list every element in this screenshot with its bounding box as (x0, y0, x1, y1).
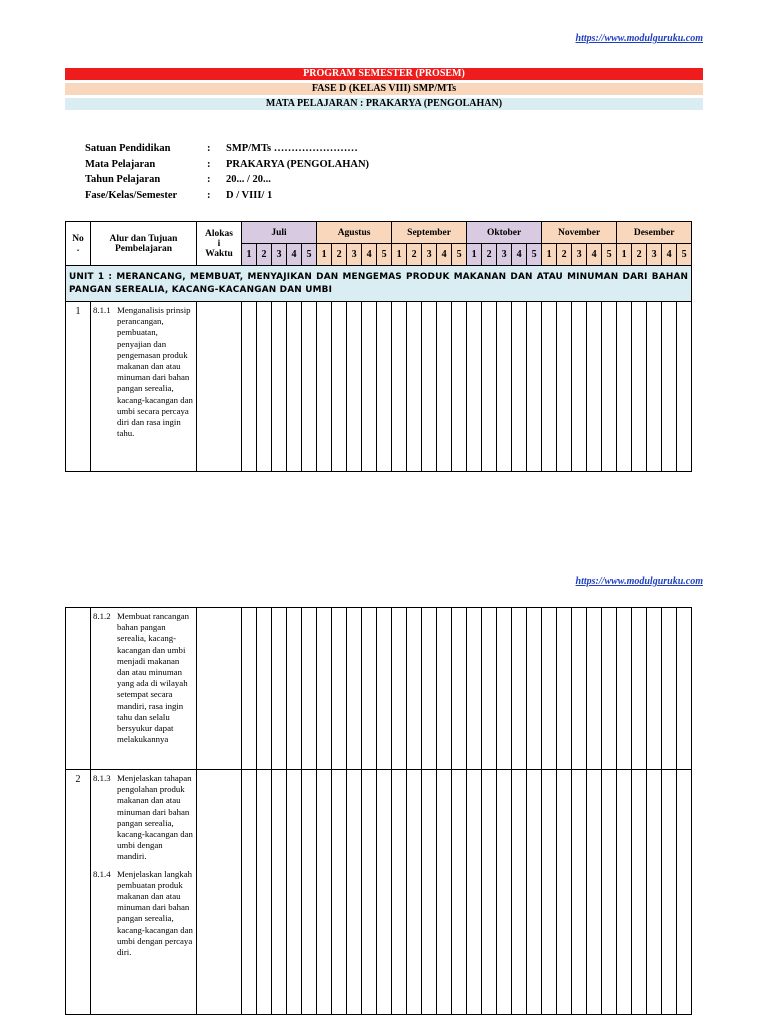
week-cell[interactable] (287, 608, 302, 770)
week-cell[interactable] (332, 608, 347, 770)
week-header: 4 (512, 244, 527, 266)
week-cell[interactable] (422, 302, 437, 472)
col-header-no: No . (66, 222, 91, 266)
week-cell[interactable] (632, 770, 647, 1015)
month-header: November (542, 222, 617, 244)
week-cell[interactable] (392, 608, 407, 770)
week-header: 5 (677, 244, 692, 266)
week-header: 5 (527, 244, 542, 266)
week-cell[interactable] (647, 770, 662, 1015)
week-cell[interactable] (587, 302, 602, 472)
week-cell[interactable] (257, 770, 272, 1015)
info-colon: : (207, 158, 211, 170)
prosem-table (65, 221, 692, 472)
week-header: 2 (557, 244, 572, 266)
week-cell[interactable] (482, 770, 497, 1015)
info-colon: : (207, 190, 211, 202)
week-cell[interactable] (272, 608, 287, 770)
week-header: 5 (377, 244, 392, 266)
week-cell[interactable] (452, 302, 467, 472)
week-cell[interactable] (677, 770, 692, 1015)
week-cell[interactable] (572, 608, 587, 770)
week-cell[interactable] (362, 302, 377, 472)
week-cell[interactable] (242, 302, 257, 472)
month-header: Oktober (467, 222, 542, 244)
week-cell[interactable] (617, 608, 632, 770)
week-cell[interactable] (557, 608, 572, 770)
week-cell[interactable] (407, 302, 422, 472)
week-cell[interactable] (512, 302, 527, 472)
week-header: 4 (362, 244, 377, 266)
week-cell[interactable] (602, 302, 617, 472)
objective-cell (91, 770, 197, 1015)
week-header: 4 (587, 244, 602, 266)
week-cell[interactable] (527, 608, 542, 770)
prosem-table-continued (65, 607, 692, 1015)
month-header: Agustus (317, 222, 392, 244)
fase-banner: FASE D (KELAS VIII) SMP/MTs (65, 83, 703, 95)
week-cell[interactable] (332, 770, 347, 1015)
week-header: 1 (542, 244, 557, 266)
week-cell[interactable] (677, 608, 692, 770)
week-cell[interactable] (482, 302, 497, 472)
week-cell[interactable] (407, 770, 422, 1015)
week-cell[interactable] (332, 302, 347, 472)
week-cell[interactable] (272, 302, 287, 472)
week-cell[interactable] (587, 770, 602, 1015)
week-cell[interactable] (377, 302, 392, 472)
week-cell[interactable] (287, 770, 302, 1015)
week-cell[interactable] (632, 302, 647, 472)
info-colon: : (207, 174, 211, 186)
alokasi-cell[interactable] (197, 608, 242, 770)
week-cell[interactable] (617, 770, 632, 1015)
week-cell[interactable] (422, 770, 437, 1015)
objective-code: 8.1.3 (93, 773, 111, 783)
month-header: Juli (242, 222, 317, 244)
info-row (85, 174, 369, 190)
week-header: 2 (257, 244, 272, 266)
week-cell[interactable] (467, 770, 482, 1015)
row-number: 2 (66, 770, 91, 1015)
info-value: PRAKARYA (PENGOLAHAN) (226, 158, 370, 170)
objective-text: Membuat rancangan bahan pangan serealia, kacang-kacangan dan umbi menjadi makanan dan atau minuman yang ada di wilayah setempat secara mandiri, rasa ingin tahu dan selalu bersyukur dapat melakukannya (117, 611, 190, 745)
website-link-page-2[interactable]: https://www.modulguruku.com (575, 576, 703, 587)
info-row (85, 190, 369, 206)
week-cell[interactable] (347, 302, 362, 472)
week-cell[interactable] (377, 608, 392, 770)
week-header: 4 (437, 244, 452, 266)
week-cell[interactable] (602, 770, 617, 1015)
week-cell[interactable] (542, 770, 557, 1015)
month-header: Desember (617, 222, 692, 244)
objective-code: 8.1.2 (93, 611, 111, 621)
objective-cell (91, 608, 197, 770)
week-cell[interactable] (512, 770, 527, 1015)
week-cell[interactable] (242, 770, 257, 1015)
week-header: 3 (347, 244, 362, 266)
alokasi-cell[interactable] (197, 302, 242, 472)
week-cell[interactable] (662, 302, 677, 472)
week-cell[interactable] (587, 608, 602, 770)
week-cell[interactable] (647, 608, 662, 770)
week-cell[interactable] (317, 770, 332, 1015)
week-cell[interactable] (617, 302, 632, 472)
info-row (85, 143, 369, 159)
week-cell[interactable] (527, 770, 542, 1015)
week-cell[interactable] (527, 302, 542, 472)
objective-code: 8.1.1 (93, 305, 111, 315)
week-cell[interactable] (647, 302, 662, 472)
week-cell[interactable] (542, 302, 557, 472)
week-header: 2 (632, 244, 647, 266)
week-cell[interactable] (557, 770, 572, 1015)
week-cell[interactable] (302, 302, 317, 472)
week-cell[interactable] (347, 608, 362, 770)
week-cell[interactable] (272, 770, 287, 1015)
col-header-alur: Alur dan Tujuan Pembelajaran (91, 222, 197, 266)
info-label: Mata Pelajaran (85, 158, 156, 170)
week-cell[interactable] (257, 608, 272, 770)
week-cell[interactable] (632, 608, 647, 770)
info-label: Fase/Kelas/Semester (85, 190, 178, 202)
row-number (66, 608, 91, 770)
week-cell[interactable] (452, 770, 467, 1015)
week-cell[interactable] (437, 608, 452, 770)
week-header: 1 (392, 244, 407, 266)
week-cell[interactable] (467, 302, 482, 472)
week-header: 2 (332, 244, 347, 266)
alokasi-cell[interactable] (197, 770, 242, 1015)
info-colon: : (207, 143, 211, 154)
week-cell[interactable] (317, 608, 332, 770)
objective-item (93, 869, 194, 959)
week-cell[interactable] (662, 770, 677, 1015)
website-link[interactable]: https://www.modulguruku.com (575, 33, 703, 44)
week-header: 1 (242, 244, 257, 266)
week-cell[interactable] (542, 608, 557, 770)
week-cell[interactable] (677, 302, 692, 472)
week-cell[interactable] (347, 770, 362, 1015)
info-label: Tahun Pelajaran (85, 174, 161, 186)
unit-title: UNIT 1 : MERANCANG, MEMBUAT, MENYAJIKAN DAN MENGEMAS PRODUK MAKANAN DAN ATAU MINUMAN DARI BAHAN PANGAN SEREALIA, KACANG-KACANGAN DAN UMBI (66, 266, 692, 302)
week-header: 3 (422, 244, 437, 266)
week-cell[interactable] (257, 302, 272, 472)
unit-row (66, 266, 692, 302)
week-cell[interactable] (437, 770, 452, 1015)
info-label: Satuan Pendidikan (85, 143, 171, 154)
objective-row (66, 770, 692, 1015)
objective-text: Menjelaskan tahapan pengolahan produk makanan dan atau minuman dari bahan pangan serealia, kacang-kacangan dan umbi dengan mandiri. (117, 773, 193, 862)
week-header: 5 (602, 244, 617, 266)
month-header: September (392, 222, 467, 244)
week-cell[interactable] (497, 770, 512, 1015)
week-header: 5 (452, 244, 467, 266)
week-header: 4 (287, 244, 302, 266)
week-header: 1 (617, 244, 632, 266)
objective-text: Menganalisis prinsip perancangan, pembuatan, penyajian dan pengemasan produk makanan dan atau minuman dari bahan pangan serealia, kacang-kacangan dan umbi secara percaya diri dan rasa ingin tahu. (117, 305, 193, 439)
week-cell[interactable] (377, 770, 392, 1015)
week-cell[interactable] (602, 608, 617, 770)
objective-code: 8.1.4 (93, 868, 111, 879)
week-cell[interactable] (317, 302, 332, 472)
week-cell[interactable] (467, 608, 482, 770)
objective-item (93, 611, 194, 745)
week-header: 2 (407, 244, 422, 266)
objective-cell (91, 302, 197, 472)
objective-item (93, 773, 194, 863)
week-cell[interactable] (287, 302, 302, 472)
objective-row (66, 302, 692, 472)
week-cell[interactable] (512, 608, 527, 770)
week-header: 3 (572, 244, 587, 266)
row-number: 1 (66, 302, 91, 472)
week-cell[interactable] (392, 302, 407, 472)
week-cell[interactable] (422, 608, 437, 770)
week-cell[interactable] (662, 608, 677, 770)
week-cell[interactable] (362, 608, 377, 770)
week-header: 3 (272, 244, 287, 266)
info-value: SMP/MTs …………………… (226, 143, 358, 154)
week-cell[interactable] (482, 608, 497, 770)
week-cell[interactable] (242, 608, 257, 770)
week-header: 3 (647, 244, 662, 266)
week-header: 3 (497, 244, 512, 266)
week-cell[interactable] (302, 770, 317, 1015)
info-value: D / VIII/ 1 (226, 190, 273, 202)
week-cell[interactable] (572, 302, 587, 472)
week-header: 2 (482, 244, 497, 266)
week-cell[interactable] (362, 770, 377, 1015)
week-cell[interactable] (437, 302, 452, 472)
week-cell[interactable] (452, 608, 467, 770)
week-header: 4 (662, 244, 677, 266)
week-cell[interactable] (557, 302, 572, 472)
info-row (85, 159, 369, 175)
week-header: 1 (467, 244, 482, 266)
identity-info (85, 143, 369, 206)
week-cell[interactable] (407, 608, 422, 770)
objective-text: Menjelaskan langkah pembuatan produk makanan dan atau minuman dari bahan pangan serealia, kacang-kacangan dan umbi dengan percaya diri. (117, 868, 193, 958)
week-cell[interactable] (392, 770, 407, 1015)
objective-item (93, 305, 194, 439)
week-header: 5 (302, 244, 317, 266)
program-title-banner: PROGRAM SEMESTER (PROSEM) (65, 68, 703, 80)
objective-row (66, 608, 692, 770)
week-cell[interactable] (497, 302, 512, 472)
info-value: 20... / 20... (226, 174, 271, 186)
week-cell[interactable] (497, 608, 512, 770)
week-cell[interactable] (302, 608, 317, 770)
mapel-banner: MATA PELAJARAN : PRAKARYA (PENGOLAHAN) (65, 98, 703, 110)
week-header: 1 (317, 244, 332, 266)
week-cell[interactable] (572, 770, 587, 1015)
col-header-alokasi: Alokas i Waktu (197, 222, 242, 266)
